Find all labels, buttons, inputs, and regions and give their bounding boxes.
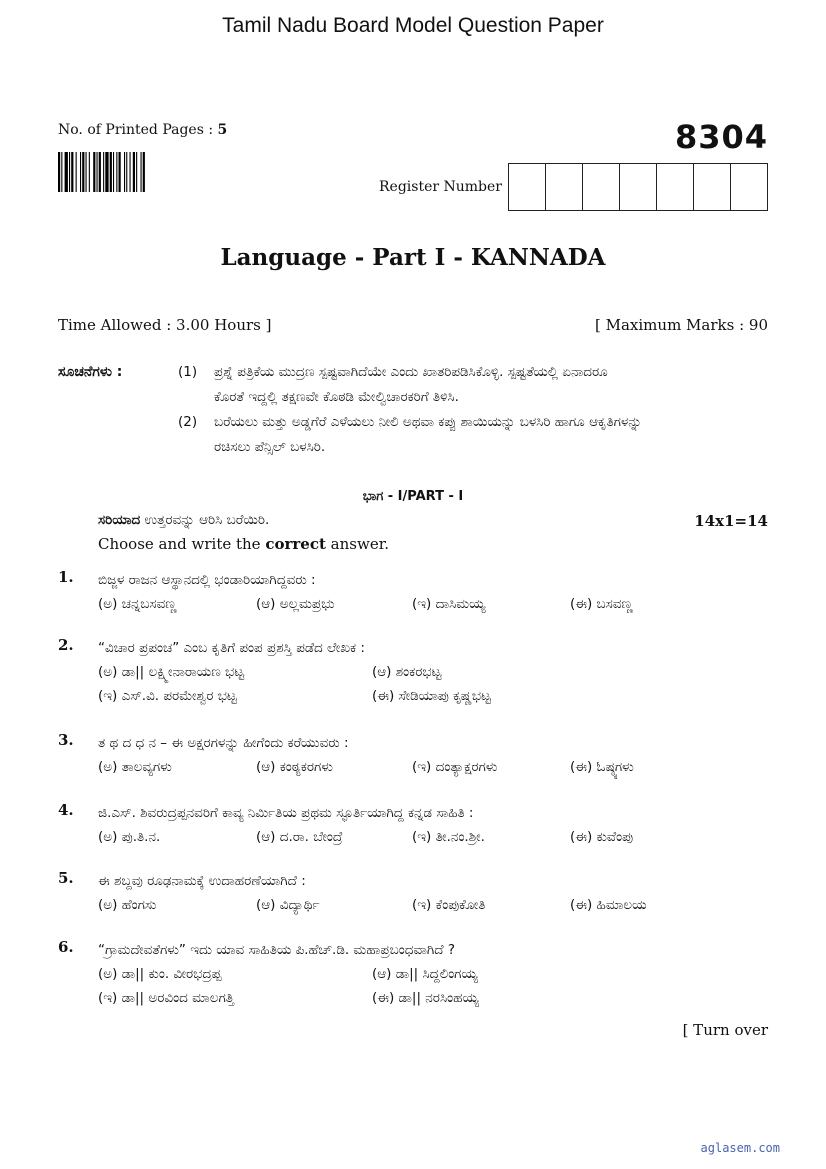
question-4 [58,801,770,849]
instruction-line: ಪ್ರಶ್ನೆ ಪತ್ರಿಕೆಯ ಮುದ್ರಣ ಸ್ಪಷ್ಟವಾಗಿದೆಯೇ ಎಂದು ಖಾತರಿಪಡಿಸಿಕೊಳ್ಳಿ. ಸ್ಪಷ್ಟತೆಯಲ್ಲಿ ಏನಾದರೂ [214,364,608,380]
instruction-number: (1) [178,364,198,380]
options-row [98,660,770,684]
option: (ಈ) ಡಾ|| ನರಸಿಂಹಯ್ಯ [372,990,479,1006]
question-number: 4. [58,801,74,819]
register-number [379,163,768,211]
register-number-boxes [508,163,768,211]
question-5 [58,869,770,917]
instruction-kannada [98,512,269,528]
question-2 [58,636,770,708]
instruction-english [98,535,389,553]
question-number: 6. [58,938,74,956]
options-row [98,825,770,849]
options-row [98,684,770,708]
source-footer: aglasem.com [700,1141,780,1155]
question-1 [58,568,770,616]
option: (ಈ) ಹಿಮಾಲಯ [570,897,647,913]
option: (ಆ) ಶಂಕರಭಟ್ಟ [372,664,442,680]
question-text: “ಗ್ರಾಮದೇವತೆಗಳು” ಇದು ಯಾವ ಸಾಹಿತಿಯ ಪಿ.ಹೆಚ್.ಡಿ. ಮಹಾಪ್ರಬಂಧವಾಗಿದೆ ? [98,942,455,958]
option: (ಈ) ಕುವೆಂಪು [570,829,634,845]
register-box[interactable] [620,164,657,210]
question-text: ತ ಥ ದ ಧ ನ – ಈ ಅಕ್ಷರಗಳನ್ನು ಹೀಗೆಂದು ಕರೆಯುವರು : [98,735,349,751]
printed-pages [58,122,227,138]
option: (ಈ) ಓಷ್ಠ್ಯಗಳು [570,759,634,775]
option: (ಇ) ದಂತ್ಯಾಕ್ಷರಗಳು [412,759,498,775]
options-row [98,755,770,779]
instructions-label: ಸೂಚನೆಗಳು : [58,364,123,380]
option: (ಈ) ಸೇಡಿಯಾಪು ಕೃಷ್ಣಭಟ್ಟ [372,688,491,704]
register-box[interactable] [694,164,731,210]
instruction-line: ರಚಿಸಲು ಪೆನ್ಸಿಲ್ ಬಳಸಿರಿ. [214,439,326,455]
instruction-line: ಬರೆಯಲು ಮತ್ತು ಅಡ್ಡಗೆರೆ ಎಳೆಯಲು ನೀಲಿ ಅಥವಾ ಕಪ್ಪು ಶಾಯಿಯನ್ನು ಬಳಸಿರಿ ಹಾಗೂ ಆಕೃತಿಗಳನ್ನು [214,414,642,430]
instruction-item [178,410,768,460]
question-text: ಬಿಜ್ಜಳ ರಾಜನ ಆಸ್ಥಾನದಲ್ಲಿ ಭಂಡಾರಿಯಾಗಿದ್ದವರು : [98,572,316,588]
option: (ಅ) ಹೆಂಗಸು [98,897,157,913]
part-heading: ಭಾಗ - I/PART - I [362,489,464,504]
question-text: ಜಿ.ಎಸ್. ಶಿವರುದ್ರಪ್ಪನವರಿಗೆ ಕಾವ್ಯ ನಿರ್ಮಿತಿಯ ಪ್ರಥಮ ಸ್ಫೂರ್ತಿಯಾಗಿದ್ದ ಕನ್ನಡ ಸಾಹಿತಿ : [98,805,474,821]
options-row [98,962,770,986]
marks-scheme: 14x1=14 [694,512,768,530]
barcode-image [58,152,194,192]
option: (ಅ) ಡಾ|| ಲಕ್ಷ್ಮೀನಾರಾಯಣ ಭಟ್ಟ [98,664,245,680]
register-number-label: Register Number [379,179,502,195]
option: (ಆ) ದ.ರಾ. ಬೇಂದ್ರೆ [256,829,343,845]
option: (ಅ) ಪು.ತಿ.ನ. [98,829,161,845]
option: (ಆ) ವಿದ್ಯಾರ್ಥಿ [256,897,320,913]
option: (ಇ) ಡಾ|| ಅರವಿಂದ ಮಾಲಗತ್ತಿ [98,990,235,1006]
instruction-kannada-bold: ಸರಿಯಾದ [98,512,141,528]
option: (ಅ) ತಾಲವ್ಯಗಳು [98,759,172,775]
instruction-english-bold: correct [265,535,326,553]
question-number: 3. [58,731,74,749]
subject-title: Language - Part I - KANNADA [220,244,606,271]
question-6 [58,938,770,1010]
option: (ಆ) ಡಾ|| ಸಿದ್ದಲಿಂಗಯ್ಯ [372,966,478,982]
options-row [98,893,770,917]
option: (ಅ) ಚನ್ನಬಸವಣ್ಣ [98,596,177,612]
instruction-english-pre: Choose and write the [98,535,266,553]
option: (ಆ) ಅಲ್ಲಮಪ್ರಭು [256,596,335,612]
page-banner: Tamil Nadu Board Model Question Paper [222,14,604,37]
printed-pages-value: 5 [217,122,228,138]
options-row [98,592,770,616]
maximum-marks: [ Maximum Marks : 90 [595,316,768,334]
option: (ಇ) ಎಸ್.ವಿ. ಪರಮೇಶ್ವರ ಭಟ್ಟ [98,688,237,704]
instruction-english-post: answer. [325,535,389,553]
instruction-item [178,360,768,410]
register-box[interactable] [731,164,767,210]
option: (ಇ) ಕೆಂಪುಕೋತಿ [412,897,486,913]
register-box[interactable] [657,164,694,210]
instruction-number: (2) [178,414,198,430]
question-number: 5. [58,869,74,887]
option: (ಇ) ದಾಸಿಮಯ್ಯ [412,596,486,612]
instruction-line: ಕೊರತೆ ಇದ್ದಲ್ಲಿ ತಕ್ಷಣವೇ ಕೊಠಡಿ ಮೇಲ್ವಿಚಾರಕರಿಗೆ ತಿಳಿಸಿ. [214,389,459,405]
register-box[interactable] [546,164,583,210]
question-text: “ವಿಚಾರ ಪ್ರಪಂಚ” ಎಂಬ ಕೃತಿಗೆ ಪಂಪ ಪ್ರಶಸ್ತಿ ಪಡೆದ ಲೇಖಕ : [98,640,365,656]
question-3 [58,731,770,779]
option: (ಇ) ತೀ.ನಂ.ಶ್ರೀ. [412,829,485,845]
question-number: 1. [58,568,74,586]
option: (ಆ) ಕಂಠ್ಯಕರಗಳು [256,759,333,775]
printed-pages-label: No. of Printed Pages : [58,122,214,138]
instruction-kannada-rest: ಉತ್ತರವನ್ನು ಆರಿಸಿ ಬರೆಯಿರಿ. [140,512,270,528]
option: (ಅ) ಡಾ|| ಕುಂ. ವೀರಭದ್ರಪ್ಪ [98,966,222,982]
register-box[interactable] [509,164,546,210]
options-row [98,986,770,1010]
question-number: 2. [58,636,74,654]
paper-code: 8304 [674,118,768,156]
question-text: ಈ ಶಬ್ದವು ರೂಢನಾಮಕ್ಕೆ ಉದಾಹರಣೆಯಾಗಿದೆ : [98,873,306,889]
register-box[interactable] [583,164,620,210]
turn-over: [ Turn over [682,1021,768,1039]
option: (ಈ) ಬಸವಣ್ಣ [570,596,633,612]
time-allowed: Time Allowed : 3.00 Hours ] [58,316,272,334]
